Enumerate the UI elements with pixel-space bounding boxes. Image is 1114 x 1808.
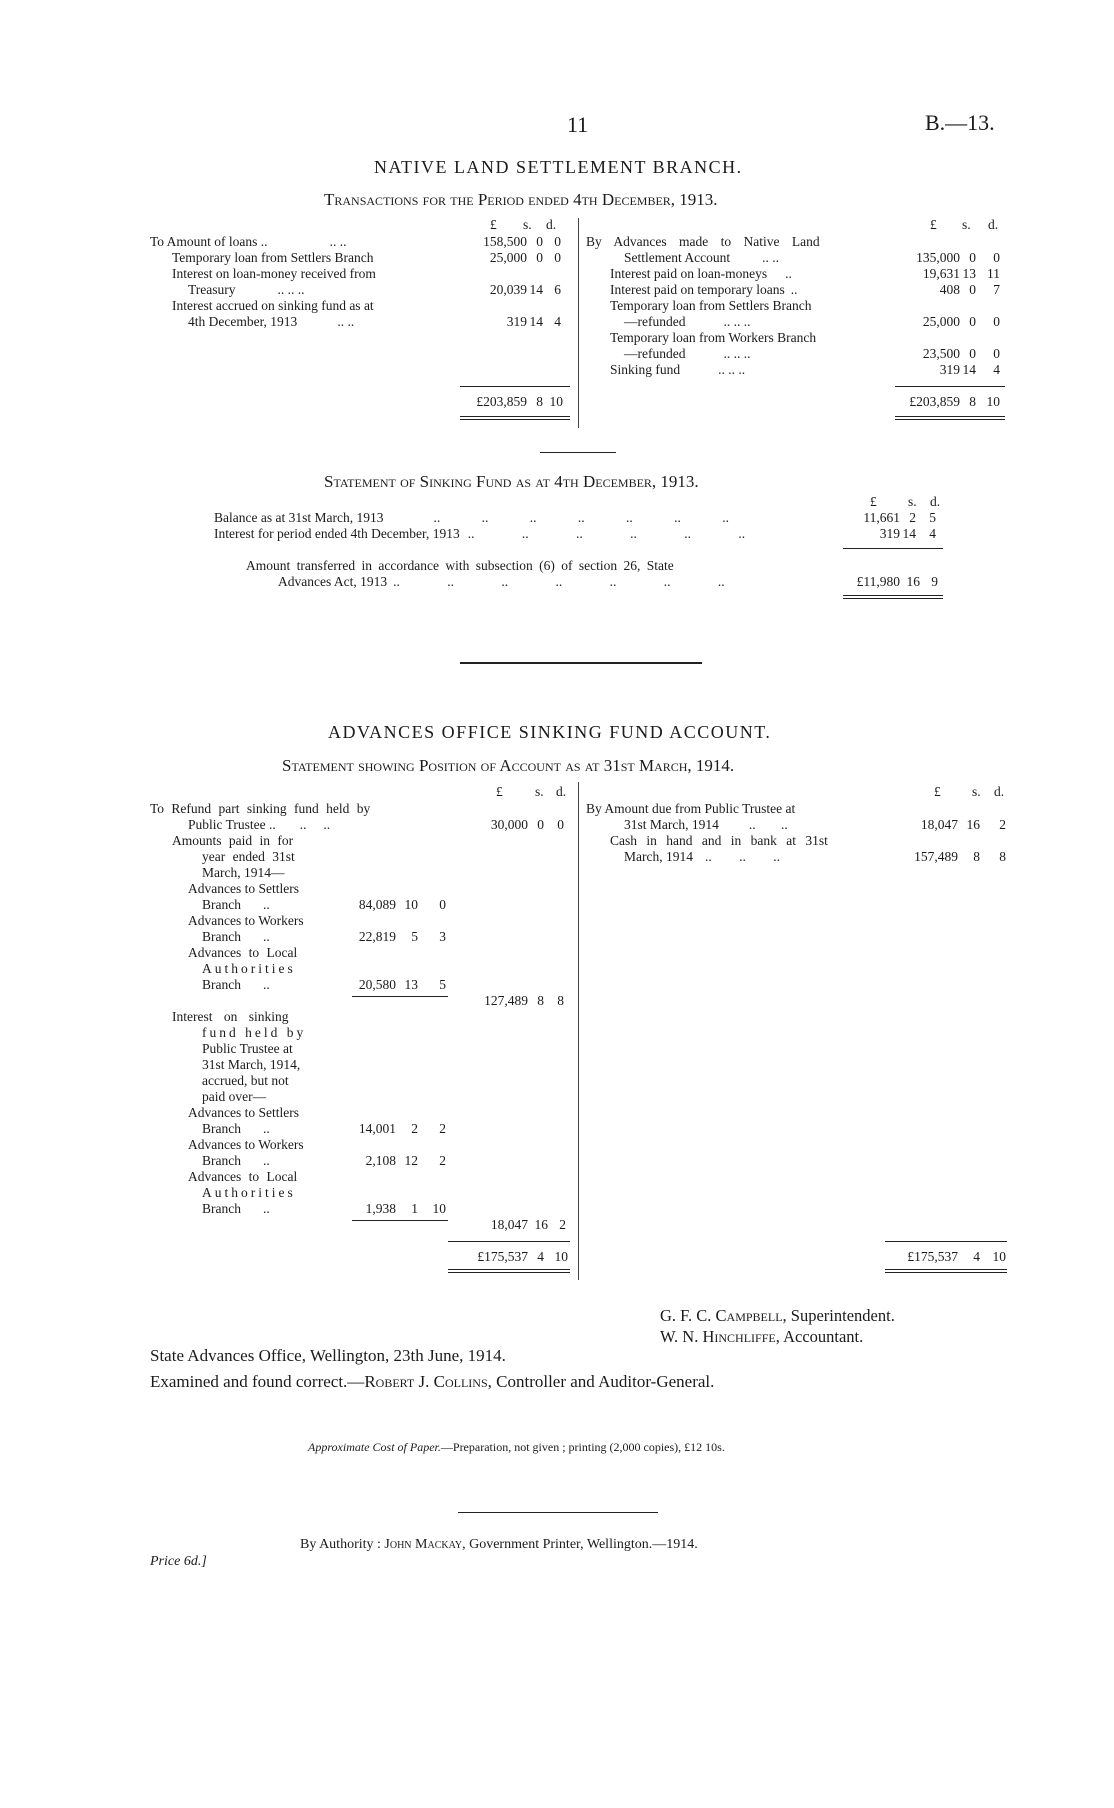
nlsb-right-amount: 319 [939, 362, 960, 377]
sinking-d-head: d. [930, 494, 941, 509]
aosf-right-pound-head: £ [934, 784, 941, 799]
aosf-inner-amount: 2,108 [365, 1153, 396, 1168]
nlsb-right-d-head: d. [988, 217, 999, 232]
aosf-inner-pence: 5 [439, 977, 446, 992]
nlsb-right-row: —refunded .. .. .. [624, 346, 751, 361]
nlsb-right-sum-rule [895, 386, 1005, 387]
aosf-left-total: £175,537 [477, 1249, 528, 1264]
nlsb-left-d-head: d. [546, 217, 557, 232]
nlsb-right-pence: 0 [993, 314, 1000, 329]
aosf-inner-shillings: 1 [411, 1201, 418, 1216]
aosf-right-pence: 8 [999, 849, 1006, 864]
aosf-left-text: Amounts paid in for [172, 833, 294, 848]
sinking-total: £11,980 [856, 574, 900, 589]
section-separator [540, 452, 616, 453]
nlsb-left-shillings: 14 [529, 314, 543, 329]
aosf-inner-amount: 20,580 [358, 977, 396, 992]
aosf-left-text: Branch .. [202, 1201, 270, 1216]
examined-statement: Examined and found correct.—Robert J. Collins, Controller and Auditor-General. [150, 1372, 715, 1391]
nlsb-left-shillings: 0 [536, 250, 543, 265]
printer-separator [458, 1512, 658, 1513]
aosf-left-d-head: d. [556, 784, 567, 799]
nlsb-right-shillings: 13 [962, 266, 976, 281]
nlsb-right-pence: 11 [987, 266, 1000, 281]
aosf-left-text: March, 1914— [202, 865, 285, 880]
sinking-s-head: s. [908, 494, 917, 509]
aosf-outer-amount: 18,047 [490, 1217, 528, 1232]
nlsb-left-row: Temporary loan from Settlers Branch [172, 250, 374, 265]
price: Price 6d.] [150, 1554, 207, 1569]
sinking-transfer-line2: Advances Act, 1913 .. .. .. .. .. .. .. [278, 574, 725, 589]
nlsb-title: NATIVE LAND SETTLEMENT BRANCH. [374, 157, 743, 177]
nlsb-right-double-rule [895, 416, 1005, 420]
aosf-inner-pence: 3 [439, 929, 446, 944]
aosf-inner-shillings: 5 [411, 929, 418, 944]
nlsb-left-s-head: s. [523, 217, 532, 232]
aosf-left-text: Authorities [202, 961, 296, 976]
aosf-right-total: £175,537 [907, 1249, 958, 1264]
aosf-outer-pence: 2 [559, 1217, 566, 1232]
nlsb-left-row: Interest on loan-money received from [172, 266, 376, 281]
nlsb-left-double-rule [460, 416, 570, 420]
nlsb-right-amount: 135,000 [916, 250, 960, 265]
aosf-inner-shillings: 10 [404, 897, 418, 912]
aosf-inner-pence: 0 [439, 897, 446, 912]
aosf-outer-shillings: 8 [537, 993, 544, 1008]
nlsb-left-pound-head: £ [490, 217, 497, 232]
nlsb-right-shillings: 0 [969, 346, 976, 361]
aosf-left-text: Advances to Local [188, 945, 298, 960]
aosf-left-text: 31st March, 1914, [202, 1057, 301, 1072]
sinking-pence: 5 [929, 510, 936, 525]
aosf-left-text: Branch .. [202, 1153, 270, 1168]
nlsb-right-shillings: 0 [969, 314, 976, 329]
nlsb-left-total-d: 10 [549, 394, 563, 409]
aosf-outer-amount: 127,489 [484, 993, 528, 1008]
aosf-right-row: March, 1914 .. .. .. [624, 849, 780, 864]
aosf-inner-amount: 84,089 [358, 897, 396, 912]
aosf-right-pence: 2 [999, 817, 1006, 832]
cost-of-paper: Approximate Cost of Paper.—Preparation, not given ; printing (2,000 copies), £12 10s. [308, 1440, 725, 1454]
aosf-inner-amount: 1,938 [365, 1201, 396, 1216]
sinking-total-d: 9 [931, 574, 938, 589]
nlsb-left-shillings: 0 [536, 234, 543, 249]
nlsb-left-shillings: 14 [529, 282, 543, 297]
nlsb-right-amount: 408 [939, 282, 960, 297]
aosf-inner-sum-rule [352, 1220, 448, 1221]
aosf-left-text: paid over— [202, 1089, 267, 1104]
nlsb-left-row: Interest accrued on sinking fund as at [172, 298, 374, 313]
place-date: State Advances Office, Wellington, 23th June, 1914. [150, 1346, 506, 1365]
nlsb-right-pence: 7 [993, 282, 1000, 297]
aosf-left-text: fund held by [202, 1025, 307, 1040]
sinking-total-s: 16 [906, 574, 920, 589]
nlsb-right-row: Temporary loan from Workers Branch [610, 330, 817, 345]
printer-line: By Authority : John Mackay, Government Printer, Wellington.—1914. [300, 1537, 698, 1552]
nlsb-left-amount: 20,039 [489, 282, 527, 297]
aosf-left-text: Branch .. [202, 977, 270, 992]
signature-accountant: W. N. Hinchliffe, Accountant. [660, 1327, 864, 1346]
nlsb-right-total: £203,859 [909, 394, 960, 409]
aosf-left-text: Branch .. [202, 1121, 270, 1136]
sinking-pence: 4 [929, 526, 936, 541]
aosf-left-pound-head: £ [496, 784, 503, 799]
nlsb-left-row: Treasury .. .. .. [188, 282, 305, 297]
aosf-inner-shillings: 12 [404, 1153, 418, 1168]
sinking-shillings: 14 [902, 526, 916, 541]
major-separator [460, 662, 702, 664]
aosf-left-text: To Refund part sinking fund held by [150, 801, 371, 816]
nlsb-right-amount: 23,500 [922, 346, 960, 361]
nlsb-left-total-s: 8 [536, 394, 543, 409]
aosf-left-text: Public Trustee at [202, 1041, 293, 1056]
nlsb-right-row: Sinking fund .. .. .. [610, 362, 746, 377]
nlsb-right-row: By Advances made to Native Land [586, 234, 820, 249]
aosf-left-total-s: 4 [537, 1249, 544, 1264]
aosf-outer-shillings: 16 [534, 1217, 548, 1232]
nlsb-right-shillings: 14 [962, 362, 976, 377]
aosf-left-text: Authorities [202, 1185, 296, 1200]
nlsb-right-pound-head: £ [930, 217, 937, 232]
aosf-right-s-head: s. [972, 784, 981, 799]
aosf-inner-amount: 22,819 [358, 929, 396, 944]
aosf-right-amount: 157,489 [914, 849, 958, 864]
aosf-outer-pence: 8 [557, 993, 564, 1008]
sinking-pound-head: £ [870, 494, 877, 509]
aosf-subtitle: Statement showing Position of Account as at 31st March, 1914. [282, 756, 735, 775]
aosf-outer-shillings: 0 [537, 817, 544, 832]
nlsb-right-row: Interest paid on temporary loans .. [610, 282, 798, 297]
aosf-left-text: Advances to Local [188, 1169, 298, 1184]
aosf-left-sum-rule [448, 1241, 570, 1242]
sinking-row: Interest for period ended 4th December, 1913 .. .. .. .. .. .. [214, 526, 746, 541]
nlsb-left-row: To Amount of loans .. .. .. [150, 234, 347, 249]
nlsb-right-pence: 0 [993, 346, 1000, 361]
aosf-title: ADVANCES OFFICE SINKING FUND ACCOUNT. [328, 722, 772, 742]
aosf-inner-shillings: 2 [411, 1121, 418, 1136]
aosf-left-text: year ended 31st [202, 849, 295, 864]
nlsb-right-shillings: 0 [969, 282, 976, 297]
sinking-sum-rule [843, 548, 943, 549]
aosf-right-shillings: 8 [973, 849, 980, 864]
aosf-left-total-d: 10 [554, 1249, 568, 1264]
aosf-left-text: Interest on sinking [172, 1009, 289, 1024]
sinking-row: Balance as at 31st March, 1913 .. .. .. .. .. .. .. [214, 510, 729, 525]
nlsb-divider [578, 218, 579, 428]
nlsb-left-amount: 25,000 [489, 250, 527, 265]
nlsb-subtitle: Transactions for the Period ended 4th December, 1913. [324, 190, 718, 209]
nlsb-left-pence: 6 [554, 282, 561, 297]
aosf-right-double-rule [885, 1269, 1007, 1273]
aosf-right-total-s: 4 [973, 1249, 980, 1264]
nlsb-left-sum-rule [460, 386, 570, 387]
aosf-left-text: Branch .. [202, 897, 270, 912]
aosf-left-text: Branch .. [202, 929, 270, 944]
nlsb-right-s-head: s. [962, 217, 971, 232]
nlsb-left-amount: 158,500 [483, 234, 527, 249]
sinking-title: Statement of Sinking Fund as at 4th December, 1913. [324, 472, 699, 491]
nlsb-right-row: —refunded .. .. .. [624, 314, 751, 329]
sinking-amount: 319 [879, 526, 900, 541]
aosf-outer-amount: 30,000 [490, 817, 528, 832]
nlsb-right-total-d: 10 [986, 394, 1000, 409]
nlsb-left-amount: 319 [506, 314, 527, 329]
aosf-left-s-head: s. [535, 784, 544, 799]
aosf-inner-amount: 14,001 [358, 1121, 396, 1136]
nlsb-left-total: £203,859 [476, 394, 527, 409]
aosf-right-row: Cash in hand and in bank at 31st [610, 833, 828, 848]
aosf-left-text: Advances to Settlers [188, 1105, 299, 1120]
sinking-shillings: 2 [909, 510, 916, 525]
nlsb-right-amount: 19,631 [922, 266, 960, 281]
nlsb-left-pence: 4 [554, 314, 561, 329]
nlsb-right-shillings: 0 [969, 250, 976, 265]
aosf-left-text: accrued, but not [202, 1073, 289, 1088]
aosf-outer-pence: 0 [557, 817, 564, 832]
aosf-left-text: Advances to Settlers [188, 881, 299, 896]
aosf-left-double-rule [448, 1269, 570, 1273]
page-number: 11 [567, 112, 589, 137]
aosf-inner-pence: 10 [432, 1201, 446, 1216]
sinking-amount: 11,661 [863, 510, 900, 525]
nlsb-right-pence: 0 [993, 250, 1000, 265]
aosf-left-text: Public Trustee .. .. .. [188, 817, 331, 832]
sinking-transfer-line1: Amount transferred in accordance with subsection (6) of section 26, State [246, 558, 674, 573]
aosf-right-amount: 18,047 [920, 817, 958, 832]
aosf-divider [578, 782, 579, 1280]
aosf-right-sum-rule [885, 1241, 1007, 1242]
signature-superintendent: G. F. C. Campbell, Superintendent. [660, 1306, 895, 1325]
aosf-inner-pence: 2 [439, 1153, 446, 1168]
aosf-right-total-d: 10 [992, 1249, 1006, 1264]
sinking-double-rule [843, 595, 943, 599]
nlsb-left-pence: 0 [554, 250, 561, 265]
nlsb-right-row: Temporary loan from Settlers Branch [610, 298, 812, 313]
aosf-inner-sum-rule [352, 996, 448, 997]
document-reference: B.—13. [925, 110, 995, 135]
nlsb-right-row: Interest paid on loan-moneys .. [610, 266, 792, 281]
nlsb-right-total-s: 8 [969, 394, 976, 409]
aosf-right-d-head: d. [994, 784, 1005, 799]
aosf-right-row: By Amount due from Public Trustee at [586, 801, 796, 816]
nlsb-left-pence: 0 [554, 234, 561, 249]
aosf-left-text: Advances to Workers [188, 1137, 304, 1152]
aosf-right-shillings: 16 [966, 817, 980, 832]
aosf-right-row: 31st March, 1914 .. .. [624, 817, 788, 832]
aosf-inner-shillings: 13 [404, 977, 418, 992]
nlsb-right-pence: 4 [993, 362, 1000, 377]
aosf-inner-pence: 2 [439, 1121, 446, 1136]
nlsb-right-amount: 25,000 [922, 314, 960, 329]
nlsb-left-row: 4th December, 1913 .. .. [188, 314, 355, 329]
nlsb-right-row: Settlement Account .. .. [624, 250, 779, 265]
aosf-left-text: Advances to Workers [188, 913, 304, 928]
